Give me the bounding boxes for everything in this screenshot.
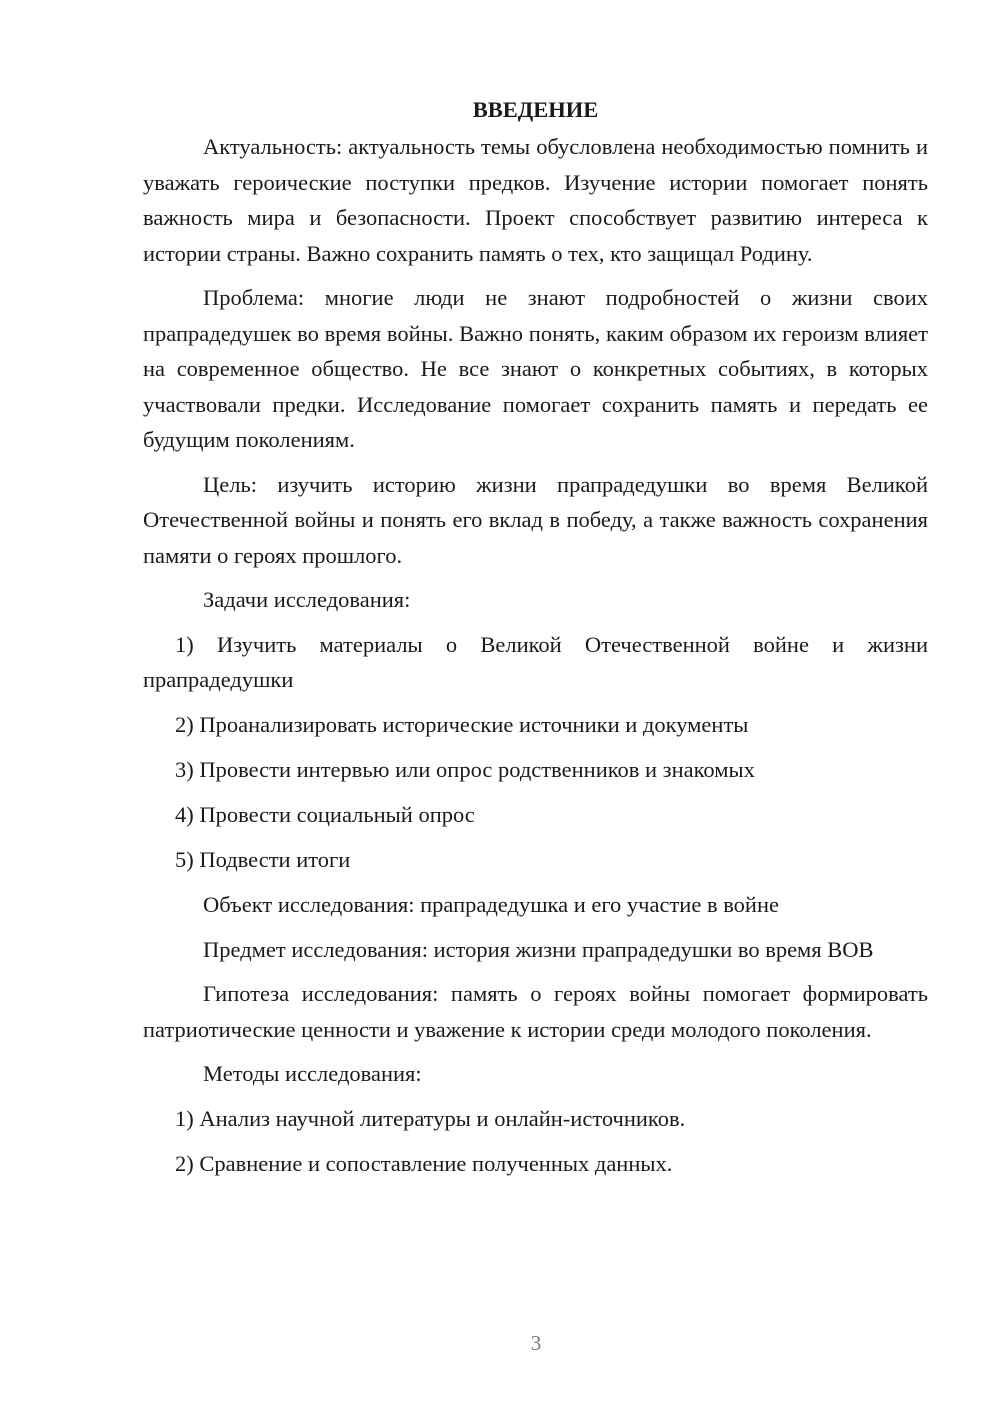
methods-heading: Методы исследования:: [203, 1061, 422, 1086]
object-paragraph: Объект исследования: прапрадедушка и его участие в войне: [203, 892, 779, 917]
task-item: 2) Проанализировать исторические источники и документы: [175, 712, 749, 737]
goal-paragraph: Цель: изучить историю жизни прапрадедушки во время Великой Отечественной войны и понять его вклад в победу, а также важность сохранения памяти о героях прошлого.: [143, 471, 928, 568]
page-content: [143, 92, 928, 1191]
method-item: 1) Анализ научной литературы и онлайн-источников.: [175, 1105, 686, 1131]
subject-paragraph: Предмет исследования: история жизни прапрадедушки во время ВОВ: [203, 936, 874, 962]
task-item: 1) Изучить материалы о Великой Отечественной войне и жизни прапрадедушки: [143, 631, 928, 692]
relevance-paragraph: Актуальность: актуальность темы обусловлена необходимостью помнить и уважать героические поступки предков. Изучение истории помогает понять важность мира и безопасности. Проект способствует развитию интереса к истории страны. Важно сохранить память о тех, кто защищал Родину.: [143, 134, 928, 266]
hypothesis-paragraph: Гипотеза исследования: память о героях войны помогает формировать патриотические ценности и уважение к истории среди молодого поколения.: [143, 981, 928, 1042]
task-item: 5) Подвести итоги: [175, 847, 351, 872]
page-number: 3: [530, 1331, 542, 1355]
task-item: 3) Провести интервью или опрос родственников и знакомых: [175, 757, 755, 782]
method-item: 2) Сравнение и сопоставление полученных данных.: [175, 1150, 673, 1176]
problem-paragraph: Проблема: многие люди не знают подробностей о жизни своих прапрадедушек во время войны. Важно понять, каким образом их героизм влияет на современное общество. Не все знают о конкретных событиях, в которых участвовали предки. Исследование помогает сохранить память и передать ее будущим поколениям.: [143, 285, 928, 452]
section-title: ВВЕДЕНИЕ: [472, 97, 599, 122]
tasks-heading: Задачи исследования:: [203, 587, 411, 612]
task-item: 4) Провести социальный опрос: [175, 802, 475, 827]
